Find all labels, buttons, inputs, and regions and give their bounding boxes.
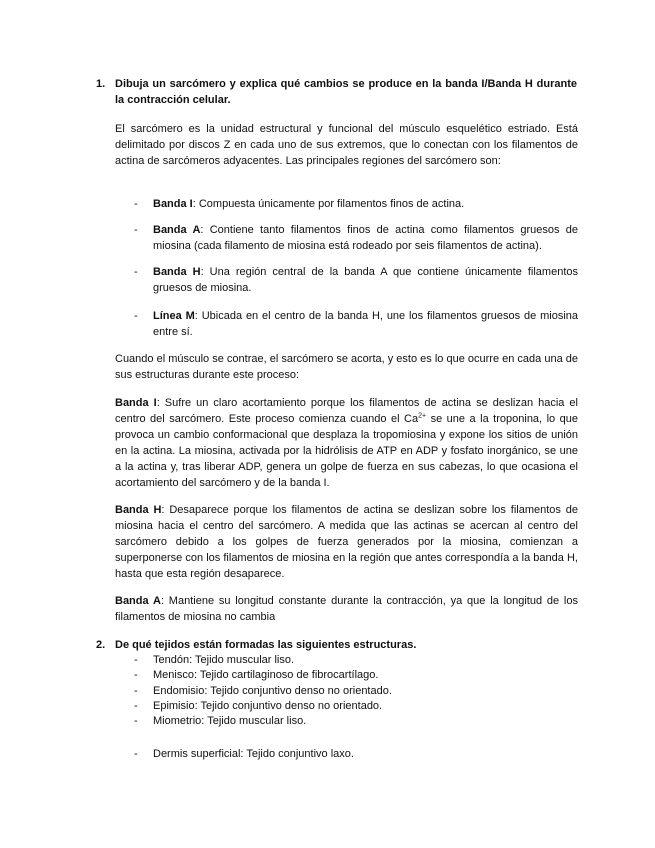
question-2-number: 2. [96,639,106,651]
bullet-dash: - [134,310,138,322]
banda-i-text-before: : Sufre un claro acortamiento porque los filamentos de actina se deslizan hacia el centro del sarcómero. Este proceso comienza cuando el Ca [115,397,578,425]
intro-paragraph: El sarcómero es la unidad estructural y funcional del músculo esquelético estriado. Está delimitado por discos Z en cada uno de sus extremos, que lo conectan con los filamentos de actina de sarcómeros adyacentes. Las principales regiones del sarcómero son: [115,123,578,167]
bullet-dash: - [134,700,138,712]
banda-h-text: : Desaparece porque los filamentos de actina se deslizan sobre los filamentos de miosina hacia el centro del sarcómero. A medida que las actinas se acercan al centro del sarcómero debido a los golpes de fuerza generados por la miosina, comienzan a superponerse con los filamentos de miosina en la región que antes correspondía a la banda H, hasta que esta región desaparece. [115,504,578,580]
bullet-dash: - [134,224,138,236]
banda-h-term: Banda H [115,504,162,516]
banda-h-paragraph [115,502,578,582]
question-1-number: 1. [96,78,106,90]
tissue-item-text: Menisco: Tejido cartilaginoso de fibrocartílago. [153,669,379,681]
banda-a-paragraph [115,593,578,625]
region-term: Banda A [153,224,201,236]
region-term: Banda I [153,198,193,210]
tissue-item-text: Dermis superficial: Tejido conjuntivo laxo. [153,748,354,760]
region-description: : Contiene tanto filamentos finos de actina como filamentos gruesos de miosina (cada filamento de miosina está rodeado por seis filamentos de actina). [153,224,578,252]
bullet-dash: - [134,654,138,666]
tissue-item-text: Endomisio: Tejido conjuntivo denso no orientado. [153,685,392,697]
banda-i-text-after: se une a la troponina, lo que provoca un cambio conformacional que desplaza la tropomiosina y expone los sitios de unión en la actina. La miosina, activada por la hidrólisis de ATP en ADP y fosfato inorgánico, se une a la actina y, tras liberar ADP, genera un golpe de fuerza en sus cabezas, lo que ocasiona el acortamiento del sarcómero y de la banda I. [115,413,578,489]
region-description: : Una región central de la banda A que contiene únicamente filamentos gruesos de miosina. [153,266,578,294]
region-term: Banda H [153,266,201,278]
contraction-intro-paragraph: Cuando el músculo se contrae, el sarcómero se acorta, y esto es lo que ocurre en cada una de sus estructuras durante este proceso: [115,353,578,381]
bullet-dash: - [134,748,138,760]
banda-a-term: Banda A [115,595,161,607]
bullet-dash: - [134,198,138,210]
banda-i-paragraph [115,395,578,491]
tissue-item-text: Miometrio: Tejido muscular liso. [153,715,307,727]
bullet-dash: - [134,685,138,697]
bullet-dash: - [134,266,138,278]
region-term: Línea M [153,310,195,322]
question-1-title: Dibuja un sarcómero y explica qué cambios se produce en la banda I/Banda H durante la contracción celular. [115,78,577,106]
banda-i-term: Banda I [115,397,157,409]
region-description: : Ubicada en el centro de la banda H, une los filamentos gruesos de miosina entre sí. [153,310,579,338]
banda-a-text: : Mantiene su longitud constante durante la contracción, ya que la longitud de los filamentos de miosina no cambia [115,595,578,623]
region-description: : Compuesta únicamente por filamentos finos de actina. [192,198,465,210]
tissue-item-text: Tendón: Tejido muscular liso. [153,654,295,666]
question-2-title: De qué tejidos están formadas las siguientes estructuras. [115,639,417,651]
bullet-dash: - [134,715,138,727]
tissue-item-text: Epimisio: Tejido conjuntivo denso no orientado. [153,700,383,712]
calcium-charge-superscript: 2+ [418,412,427,420]
bullet-dash: - [134,669,138,681]
